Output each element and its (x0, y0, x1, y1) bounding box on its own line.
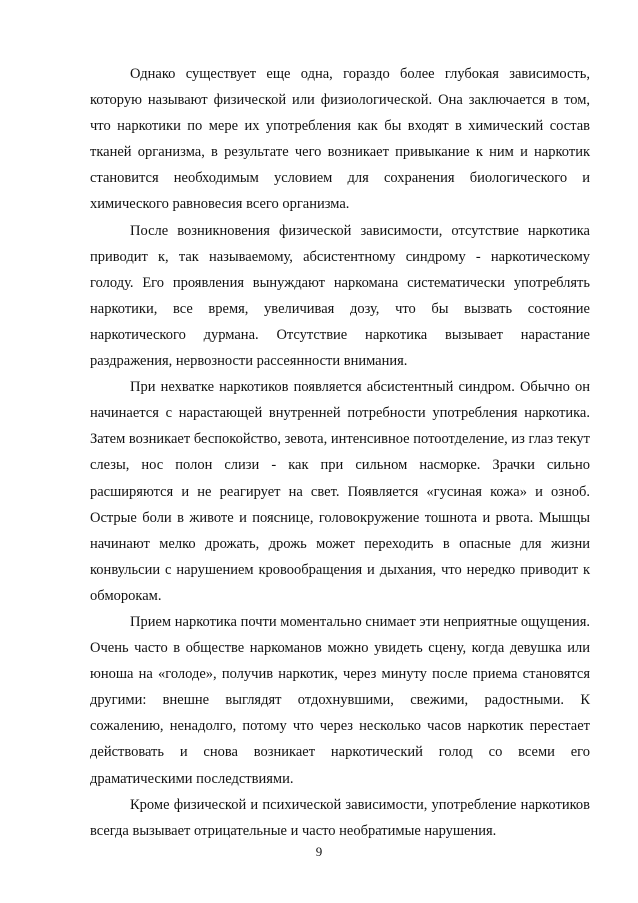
paragraph-4: Прием наркотика почти моментально снимает эти неприятные ощущения. Очень часто в обществе наркоманов можно увидеть сцену, когда девушка или юноша на «голоде», получив наркотик, через минуту после приема становятся другими: внешне выглядят отдохнувшими, свежими, радостными. К сожалению, ненадолго, потому что через несколько часов наркотик перестает действовать и снова возникает наркотический голод со всеми его драматическими последствиями. (90, 613, 590, 787)
paragraph-2: После возникновения физической зависимости, отсутствие наркотика приводит к, так называемому, абсистентному синдрому - наркотическому голоду. Его проявления вынуждают наркомана систематически употреблять наркотики, все время, увеличивая дозу, что бы вызвать состояние наркотического дурмана. Отсутствие наркотика вызывает нарастание раздражения, нервозности рассеянности внимания. (90, 222, 590, 370)
paragraph-3: При нехватке наркотиков появляется абсистентный синдром. Обычно он начинается с нарастающей внутренней потребности употребления наркотика. Затем возникает беспокойство, зевота, интенсивное потоотделение, из глаз текут слезы, нос полон слизи - как при сильном насморке. Зрачки сильно расширяются и не реагирует на свет. Появляется «гусиная кожа» и озноб. Острые боли в животе и пояснице, головокружение тошнота и рвота. Мышцы начинают мелко дрожать, дрожь может переходить в опасные для жизни конвульсии с нарушением кровообращения и дыхания, что нередко приводит к обморокам. (90, 379, 590, 604)
paragraph-1: Однако существует еще одна, гораздо более глубокая зависимость, которую называют физической или физиологической. Она заключается в том, что наркотики по мере их употребления как бы входят в химический состав тканей организма, в результате чего возникает привыкание к ним и наркотик становится необходимым условием для сохранения биологического и химического равновесия всего организма. (90, 66, 590, 213)
paragraph-5: Кроме физической и психической зависимости, употребление наркотиков всегда вызывает отрицательные и часто необратимые нарушения. (90, 796, 590, 839)
page-number: 9 (315, 844, 323, 859)
page-body (90, 61, 590, 844)
